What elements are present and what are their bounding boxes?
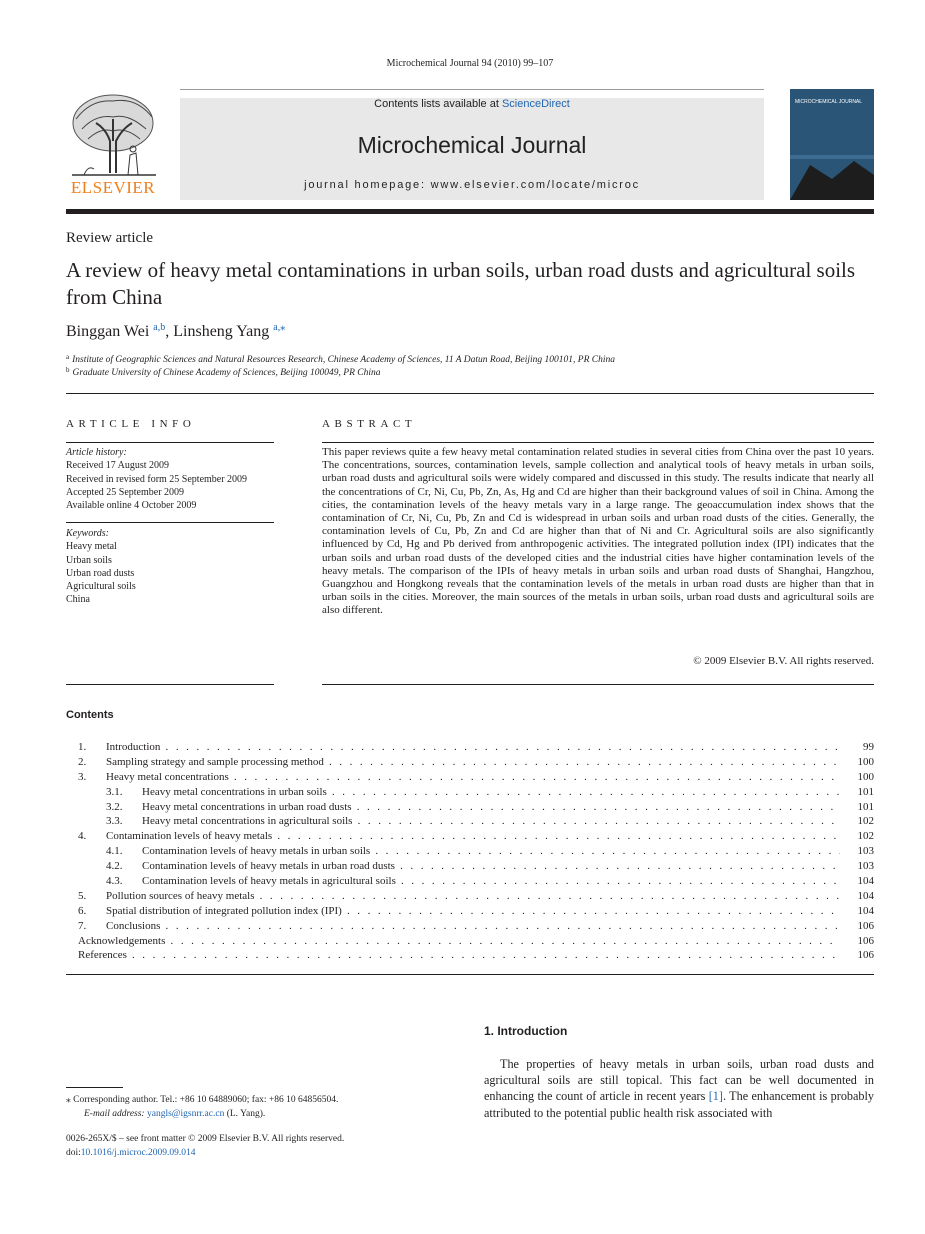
toc-number: 3.1. [106,785,123,798]
toc-title: Contamination levels of heavy metals in agricultural soils . . . [142,874,840,889]
email-link[interactable]: yangls@igsnrr.ac.cn [146,1108,225,1119]
toc-entry[interactable] [66,948,874,963]
toc-number: 2. [78,755,87,768]
toc-page: 103 [857,860,874,873]
divider [66,974,874,975]
abstract-heading: ABSTRACT [322,418,417,430]
keyword: Heavy metal [66,541,117,553]
email-label: E-mail address: [84,1108,147,1119]
article-type: Review article [66,230,154,246]
toc-page: 100 [857,755,874,768]
section-heading: 1. Introduction [484,1024,568,1038]
keyword: Agricultural soils [66,581,136,593]
corresponding-footnote [66,1094,466,1121]
footnote-rule [66,1087,123,1088]
history-line: Available online 4 October 2009 [66,500,197,512]
divider [66,442,274,443]
table-of-contents [66,740,874,963]
toc-page: 106 [857,934,874,947]
doi-label: doi: [66,1147,81,1158]
toc-title: References . . . [78,948,840,963]
keyword: Urban soils [66,554,112,566]
history-label: Article history: [66,447,127,458]
toc-number: 3. [78,770,87,783]
affiliation-text: Institute of Geographic Sciences and Natural Resources Research, Chinese Academy of Sciences, 11 A Datun Road, Beijing 100101, PR China [72,355,616,365]
toc-page: 100 [857,770,874,783]
keyword: China [66,594,90,606]
email-suffix: (L. Yang). [224,1108,266,1119]
intro-paragraph [484,1056,874,1121]
toc-title: Heavy metal concentrations in agricultural soils . . . [142,814,840,829]
toc-title: Contamination levels of heavy metals . . . [106,829,840,844]
toc-entry[interactable] [66,785,874,800]
running-head: Microchemical Journal 94 (2010) 99–107 [386,58,554,69]
journal-cover[interactable] [790,89,874,200]
toc-number: 4. [78,830,87,843]
author-name[interactable]: Linsheng Yang [173,323,270,340]
toc-entry[interactable] [66,874,874,889]
keywords [66,527,274,607]
toc-title: Pollution sources of heavy metals . . . [106,889,840,904]
toc-title: Introduction . . . [106,740,840,755]
toc-entry[interactable] [66,755,874,770]
toc-page: 101 [857,785,874,798]
affiliation-mark: b [66,366,70,374]
affiliation [66,353,615,365]
toc-entry[interactable] [66,919,874,934]
toc-number: 7. [78,919,87,932]
masthead [66,89,874,200]
history-line: Received 17 August 2009 [66,460,170,472]
toc-number: 4.1. [106,845,123,858]
affiliation-marker[interactable]: a,b [153,322,166,333]
journal-homepage[interactable]: journal homepage: www.elsevier.com/locate/microc [304,179,640,191]
author-separator: , [165,323,174,340]
history-line: Received in revised form 25 September 2009 [66,473,248,485]
toc-page: 104 [857,904,874,917]
article-title: A review of heavy metal contaminations in urban soils, urban road dusts and agricultural soils from China [66,258,856,309]
doi-link[interactable]: 10.1016/j.microc.2009.09.014 [80,1147,196,1158]
toc-title: Conclusions . . . [106,919,840,934]
toc-page: 103 [857,845,874,858]
toc-entry[interactable] [66,904,874,919]
cover-title: MICROCHEMICAL JOURNAL [795,99,863,105]
toc-entry[interactable] [66,770,874,785]
divider [66,393,874,394]
toc-entry[interactable] [66,740,874,755]
toc-page: 99 [863,741,874,753]
intro-text: . The enhancement is probably attributed to the potential public health risk associated with [484,1089,875,1120]
toc-number: 6. [78,904,87,917]
toc-page: 101 [857,800,874,813]
front-matter [66,1133,344,1160]
tree-icon [66,89,160,179]
toc-title: Heavy metal concentrations . . . [106,770,840,785]
masthead-bottom-rule [66,209,874,214]
issn-line: 0026-265X/$ – see front matter © 2009 Elsevier B.V. All rights reserved. [66,1134,345,1144]
affiliation [66,366,381,378]
abstract-body: This paper reviews quite a few heavy metal contamination related studies in several cities from China over the past 10 years. The concentrations, sources, contamination levels, sample collection and analytical tools of heavy metals in urban soils, urban road dusts and agricultural soils were widely compared and discussed in this study. The results indicate that nearly all the concentrations of Cr, Ni, Cu, Pb, Zn, As, Hg and Cd are higher than their background values of soil in China. Among the cities, the contamination levels of the heavy metals vary in a large range. The geoaccumulation index shows that the contamination of Cr, Ni, Cu, Pb, Zn and Cd is widespread in urban soils and urban road dusts of the cities. Generally, the contamination levels of Cu, Pb, Zn and Cd are higher than that of Ni and Cr. Agricultural soils are also significantly influenced by Cd, Hg and Pb derived from anthropogenic activities. The integrated pollution index (IPI) indicates that the urban soils and urban road dusts of the developed cities and the industrial cities have higher contamination levels of the heavy metals. The comparison of the IPIs of heavy metals in urban soils and urban road dusts of Shanghai, Hangzhou, Guangzhou and Hongkong reveals that the contamination levels of the metals in urban road dusts are higher than that in urban soils in the cities. Moreover, the main sources of the metals in urban soils, urban road dusts and agricultural soils are also different. [322,446,874,617]
toc-page: 106 [857,949,874,962]
history-line: Accepted 25 September 2009 [66,486,185,498]
toc-entry[interactable] [66,829,874,844]
article-history [66,446,274,512]
corresponding-author: ⁎ Corresponding author. Tel.: +86 10 64889060; fax: +86 10 64856504. [66,1095,339,1105]
affiliation-marker[interactable]: a,⁎ [273,322,286,333]
sciencedirect-link[interactable]: ScienceDirect [501,98,570,110]
contents-available-line [180,98,764,110]
toc-title: Contamination levels of heavy metals in urban soils . . . [142,844,840,859]
toc-title: Acknowledgements . . . [78,934,840,949]
journal-name: Microchemical Journal [357,132,587,158]
toc-number: 1. [78,741,87,753]
toc-title: Spatial distribution of integrated pollution index (IPI) . . . [106,904,840,919]
divider [66,522,274,523]
toc-title: Contamination levels of heavy metals in urban road dusts . . . [142,859,840,874]
divider [66,684,274,685]
toc-title: Heavy metal concentrations in urban road dusts . . . [142,800,840,815]
toc-entry[interactable] [66,859,874,874]
contents-heading: Contents [66,709,114,721]
toc-page: 106 [857,919,874,932]
toc-entry[interactable] [66,814,874,829]
cover-graphic [790,155,874,200]
toc-entry[interactable] [66,889,874,904]
keywords-label: Keywords: [66,528,109,539]
toc-page: 104 [857,875,874,888]
toc-number: 5. [78,889,87,902]
author-list [66,322,285,341]
toc-title: Heavy metal concentrations in urban soils . . . [142,785,840,800]
toc-page: 102 [857,815,874,828]
toc-number: 3.3. [106,815,123,828]
toc-entry[interactable] [66,800,874,815]
article-info-heading: ARTICLE INFO [66,418,196,430]
elsevier-wordmark: ELSEVIER [70,178,156,197]
abstract-copyright: © 2009 Elsevier B.V. All rights reserved. [693,655,874,667]
affiliation-mark: a [66,353,70,361]
divider [322,684,874,685]
citation-link[interactable]: [1] [708,1089,723,1104]
elsevier-logo[interactable] [66,89,176,200]
author-name[interactable]: Binggan Wei [66,323,150,340]
contents-prefix: Contents lists available at [374,98,502,110]
masthead-rule [180,89,764,90]
keyword: Urban road dusts [66,567,135,579]
toc-number: 4.3. [106,875,123,888]
toc-number: 3.2. [106,800,123,813]
toc-entry[interactable] [66,844,874,859]
toc-entry[interactable] [66,934,874,949]
toc-page: 102 [857,830,874,843]
toc-page: 104 [857,889,874,902]
divider [322,442,874,443]
intro-text: The properties of heavy metals in urban soils, urban road dusts and agricultural soils are still topical. This fact can be well documented in enhancing the count of article in recent years [484,1057,874,1104]
toc-title: Sampling strategy and sample processing method . . . [106,755,840,770]
toc-number: 4.2. [106,860,123,873]
affiliation-text: Graduate University of Chinese Academy of Sciences, Beijing 100049, PR China [72,368,381,378]
